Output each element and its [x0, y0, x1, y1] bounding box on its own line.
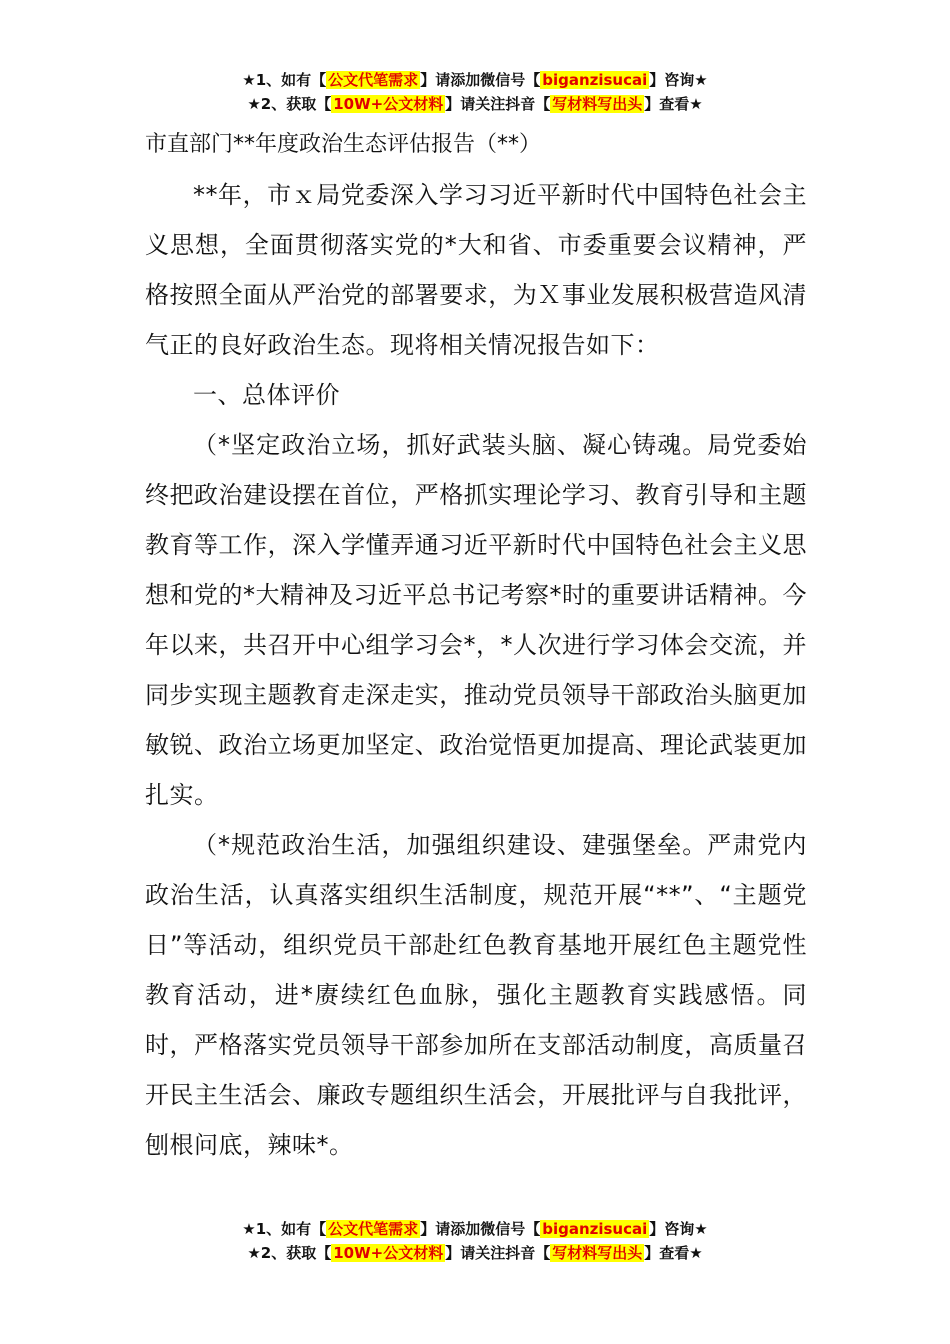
banner-text: ★1、如有【: [242, 1220, 327, 1238]
banner-highlight: 10W+公文材料: [333, 95, 444, 113]
banner-highlight: 公文代笔需求: [328, 71, 419, 89]
header-banner: [0, 68, 950, 116]
paragraph-political-life: （*规范政治生活，加强组织建设、建强堡垒。严肃党内政治生活，认真落实组织生活制度，规范开展“**”、“主题党日”等活动，组织党员干部赴红色教育基地开展红色主题党性教育活动，进*赓续红色血脉，强化主题教育实践感悟。同时，严格落实党员领导干部参加所在支部活动制度，高质量召开民主生活会、廉政专题组织生活会，开展批评与自我批评，刨根问底，辣味*。: [145, 831, 807, 1159]
banner-highlight: biganzisucai: [542, 1220, 648, 1238]
footer-banner-line-2: [0, 1241, 950, 1265]
banner-text: 】咨询★: [649, 1220, 708, 1238]
banner-highlight: biganzisucai: [542, 71, 648, 89]
header-banner-line-2: [0, 92, 950, 116]
banner-highlight: 公文代笔需求: [328, 1220, 419, 1238]
banner-highlight: 10W+公文材料: [333, 1244, 444, 1262]
banner-text: 】咨询★: [649, 71, 708, 89]
banner-text: 】查看★: [644, 95, 703, 113]
banner-highlight: 写材料写出头: [552, 1244, 643, 1262]
banner-text: 】请关注抖音【: [445, 1244, 551, 1262]
banner-highlight: 写材料写出头: [552, 95, 643, 113]
banner-text: 】查看★: [644, 1244, 703, 1262]
section-heading: 一、总体评价: [193, 381, 340, 409]
footer-banner: [0, 1217, 950, 1265]
banner-text: ★2、获取【: [247, 95, 332, 113]
banner-text: 】请添加微信号【: [420, 1220, 541, 1238]
document-body: [145, 170, 807, 1170]
banner-text: 】请添加微信号【: [420, 71, 541, 89]
banner-text: ★2、获取【: [247, 1244, 332, 1262]
footer-banner-line-1: [0, 1217, 950, 1241]
paragraph-intro: **年，市ｘ局党委深入学习习近平新时代中国特色社会主义思想，全面贯彻落实党的*大和省、市委重要会议精神，严格按照全面从严治党的部署要求，为Ｘ事业发展积极营造风清气正的良好政治生态。现将相关情况报告如下：: [145, 181, 807, 359]
header-banner-line-1: [0, 68, 950, 92]
banner-text: ★1、如有【: [242, 71, 327, 89]
document-title: 市直部门**年度政治生态评估报告（**）: [145, 132, 542, 157]
banner-text: 】请关注抖音【: [445, 95, 551, 113]
paragraph-political-stance: （*坚定政治立场，抓好武装头脑、凝心铸魂。局党委始终把政治建设摆在首位，严格抓实理论学习、教育引导和主题教育等工作，深入学懂弄通习近平新时代中国特色社会主义思想和党的*大精神及习近平总书记考察*时的重要讲话精神。今年以来，共召开中心组学习会*，*人次进行学习体会交流，并同步实现主题教育走深走实，推动党员领导干部政治头脑更加敏锐、政治立场更加坚定、政治觉悟更加提高、理论武装更加扎实。: [145, 431, 807, 809]
